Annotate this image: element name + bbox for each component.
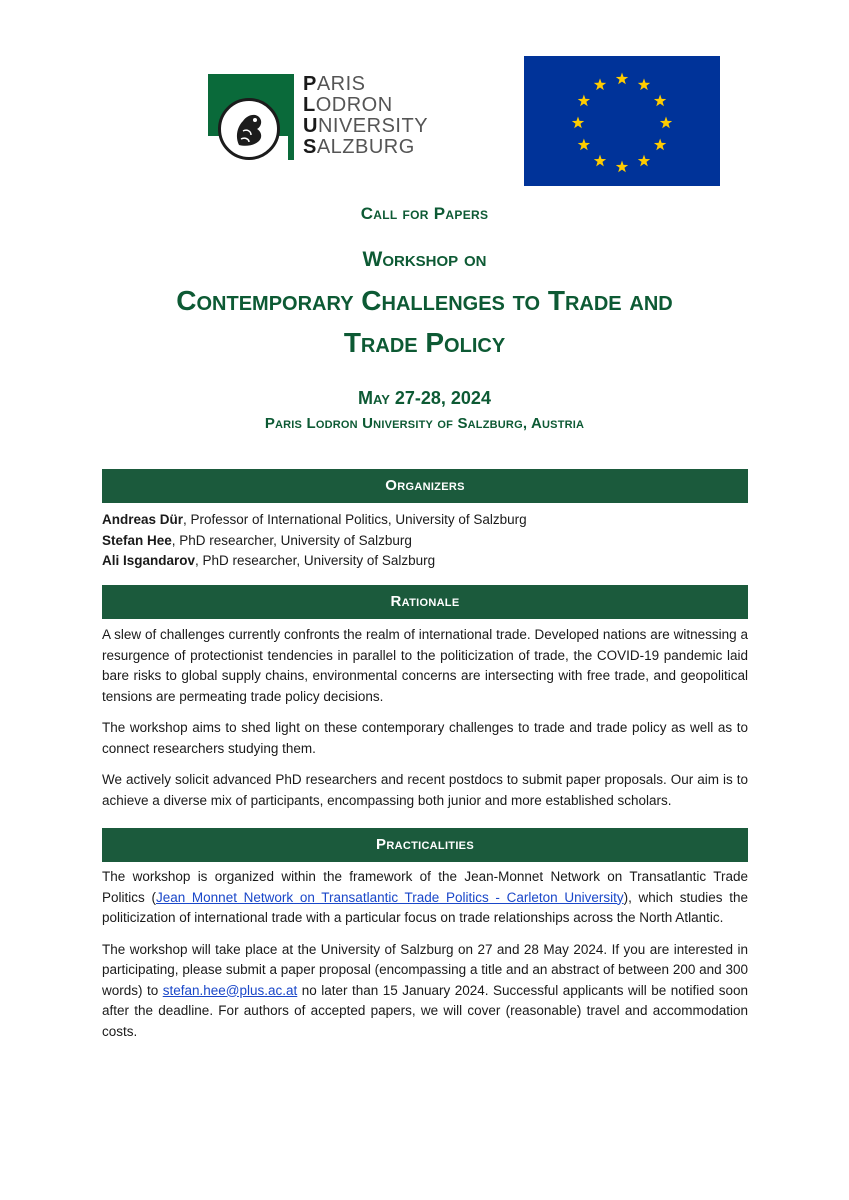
eu-star-icon bbox=[572, 117, 584, 129]
rationale-paragraph: The workshop aims to shed light on these contemporary challenges to trade and trade policy as well as to connect researchers studying them. bbox=[102, 720, 748, 756]
organizer-item: Ali Isgandarov, PhD researcher, University of Salzburg bbox=[102, 553, 436, 568]
eu-star-icon bbox=[638, 78, 650, 90]
jean-monnet-network-link[interactable]: Jean Monnet Network on Transatlantic Trade Politics - Carleton University bbox=[155, 889, 624, 905]
eu-star-icon bbox=[578, 95, 590, 107]
lion-seal-icon bbox=[218, 98, 280, 160]
eu-star-icon bbox=[616, 161, 628, 173]
workshop-venue: Paris Lodron University of Salzburg, Austria bbox=[264, 415, 585, 432]
eu-star-icon bbox=[616, 73, 628, 85]
contact-email-link[interactable]: stefan.hee@plus.ac.at bbox=[162, 982, 298, 998]
practicalities-body bbox=[102, 867, 748, 1053]
eu-star-icon bbox=[594, 78, 606, 90]
plus-university-logo bbox=[208, 74, 453, 186]
eu-star-icon bbox=[654, 139, 666, 151]
logo-wordmark: PARIS LODRON UNIVERSITY SALZBURG bbox=[303, 73, 429, 158]
workshop-date: May 27-28, 2024 bbox=[358, 388, 491, 408]
rationale-body bbox=[102, 625, 748, 822]
organizers-heading: Organizers bbox=[102, 469, 748, 503]
title-block bbox=[0, 204, 849, 432]
workshop-on-label: Workshop on bbox=[362, 248, 487, 271]
organizer-item: Stefan Hee, PhD researcher, University of Salzburg bbox=[102, 532, 412, 548]
header-logos bbox=[208, 52, 720, 186]
eu-star-icon bbox=[594, 155, 606, 167]
eu-star-icon bbox=[638, 155, 650, 167]
eu-flag-icon bbox=[524, 56, 720, 186]
workshop-title: Contemporary Challenges to Trade and Trade Policy bbox=[176, 285, 673, 358]
organizers-list bbox=[102, 510, 748, 572]
rationale-paragraph: A slew of challenges currently confronts the realm of international trade. Developed nations are witnessing a resurgence of protectionist tendencies in parallel to the politicization of trade, the COVID-19 pandemic laid bare risks to global supply chains, environmental concerns are intersecting with free trade, and geopolitical tensions are permeating trade policy decisions. bbox=[102, 627, 748, 704]
logo-green-line bbox=[288, 74, 294, 160]
rationale-heading: Rationale bbox=[102, 585, 748, 619]
practicalities-heading: Practicalities bbox=[102, 828, 748, 862]
eu-star-icon bbox=[654, 95, 666, 107]
practicalities-paragraph: The workshop will take place at the University of Salzburg on 27 and 28 May 2024. If you are interested in participating, please submit a paper proposal (encompassing a title and an abstract of between 200 and 300 words) to stefan.hee@plus.ac.at no later than 15 January 2024. Successful applicants will be notified soon after the deadline. For authors of accepted papers, we will cover (reasonable) travel and accommodation costs. bbox=[102, 941, 748, 1039]
practicalities-paragraph: The workshop is organized within the framework of the Jean-Monnet Network on Transatlantic Trade Politics (Jean Monnet Network on Transatlantic Trade Politics - Carleton University), which studies the politicization of international trade with a particular focus on trade relationships across the North Atlantic. bbox=[102, 869, 748, 925]
eu-star-icon bbox=[578, 139, 590, 151]
organizer-item: Andreas Dür, Professor of International Politics, University of Salzburg bbox=[102, 512, 527, 527]
call-for-papers-label: Call for Papers bbox=[360, 204, 489, 223]
rationale-paragraph: We actively solicit advanced PhD researchers and recent postdocs to submit paper proposals. Our aim is to achieve a diverse mix of participants, encompassing both junior and more established scholars. bbox=[102, 772, 748, 808]
eu-star-icon bbox=[660, 117, 672, 129]
